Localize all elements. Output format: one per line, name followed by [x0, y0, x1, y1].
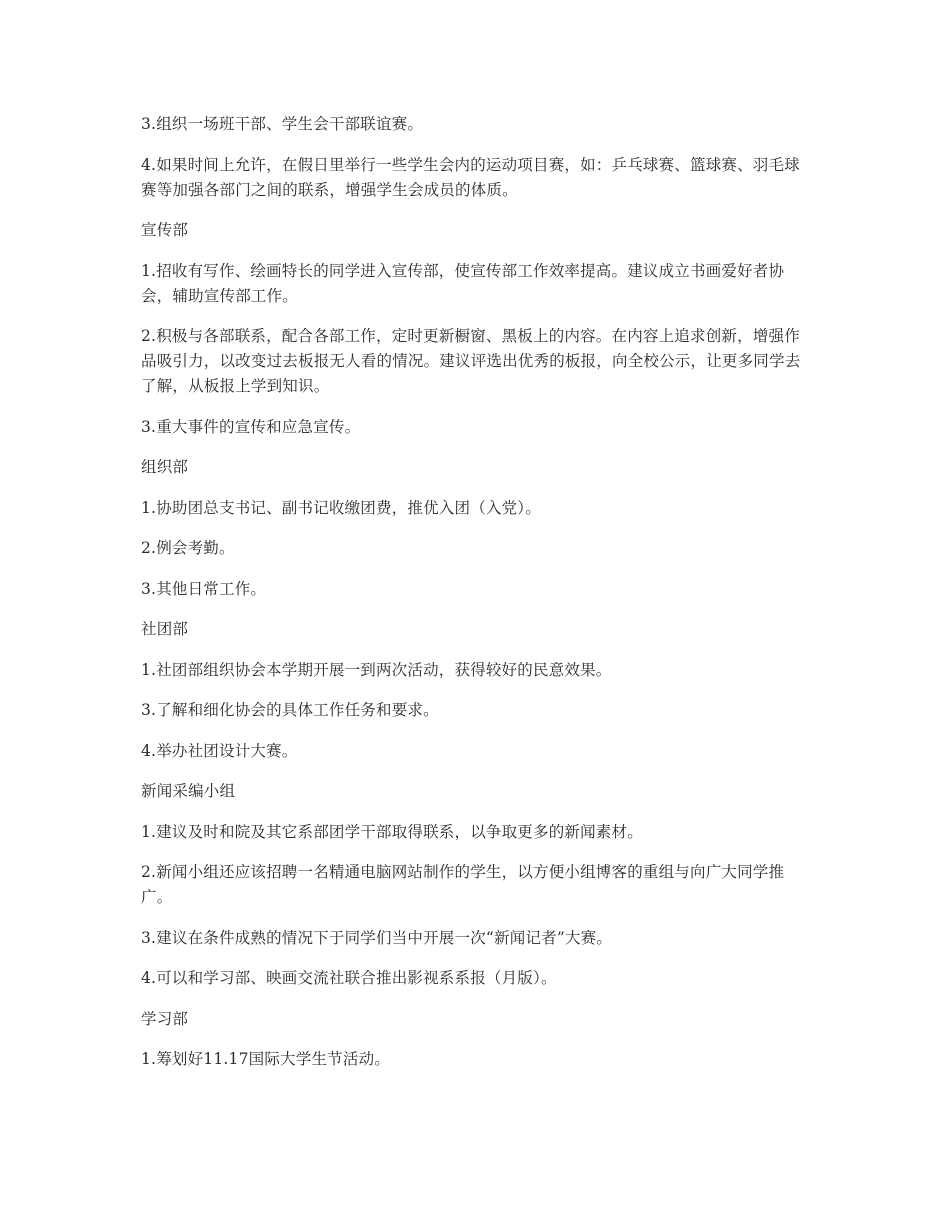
section-heading: 学习部 — [141, 1009, 189, 1028]
paragraph: 4.可以和学习部、映画交流社联合推出影视系系报（月版）。 — [141, 969, 557, 987]
paragraph: 3.重大事件的宣传和应急宣传。 — [141, 417, 361, 436]
paragraph: 2.新闻小组还应该招聘一名精通电脑网站制作的学生，以方便小组博客的重组与向广大同学推广。 — [141, 863, 785, 906]
paragraph: 3.组织一场班干部、学生会干部联谊赛。 — [141, 115, 424, 133]
paragraph: 4.举办社团设计大赛。 — [141, 741, 298, 760]
paragraph: 3.了解和细化协会的具体工作任务和要求。 — [141, 701, 439, 719]
paragraph: 3.其他日常工作。 — [141, 579, 267, 598]
paragraph: 1.社团部组织协会本学期开展一到两次活动，获得较好的民意效果。 — [141, 660, 612, 679]
paragraph: 1.招收有写作、绘画特长的同学进入宣传部，使宣传部工作效率提高。建议成立书画爱好者协会，辅助宣传部工作。 — [141, 261, 785, 305]
paragraph: 2.积极与各部联系，配合各部工作，定时更新橱窗、黑板上的内容。在内容上追求创新，增强作品吸引力，以改变过去板报无人看的情况。建议评选出优秀的板报，向全校公示，让更多同学去了解，从板报上学到知识。 — [141, 327, 801, 395]
section-heading: 组织部 — [141, 458, 189, 476]
paragraph: 1.协助团总支书记、副书记收缴团费，推优入团（入党）。 — [141, 498, 541, 517]
paragraph: 2.例会考勤。 — [141, 539, 235, 557]
section-heading: 新闻采编小组 — [141, 782, 236, 800]
section-heading: 宣传部 — [141, 221, 189, 239]
document-body — [141, 112, 806, 1088]
paragraph: 1.建议及时和院及其它系部团学干部取得联系，以争取更多的新闻素材。 — [141, 822, 643, 841]
paragraph: 1.筹划好11.17国际大学生节活动。 — [141, 1050, 390, 1068]
paragraph: 4.如果时间上允许，在假日里举行一些学生会内的运动项目赛，如：乒乓球赛、篮球赛、羽毛球赛等加强各部门之间的联系，增强学生会成员的体质。 — [141, 155, 800, 199]
section-heading: 社团部 — [141, 620, 189, 638]
paragraph: 3.建议在条件成熟的情况下于同学们当中开展一次“新闻记者”大赛。 — [141, 928, 613, 947]
